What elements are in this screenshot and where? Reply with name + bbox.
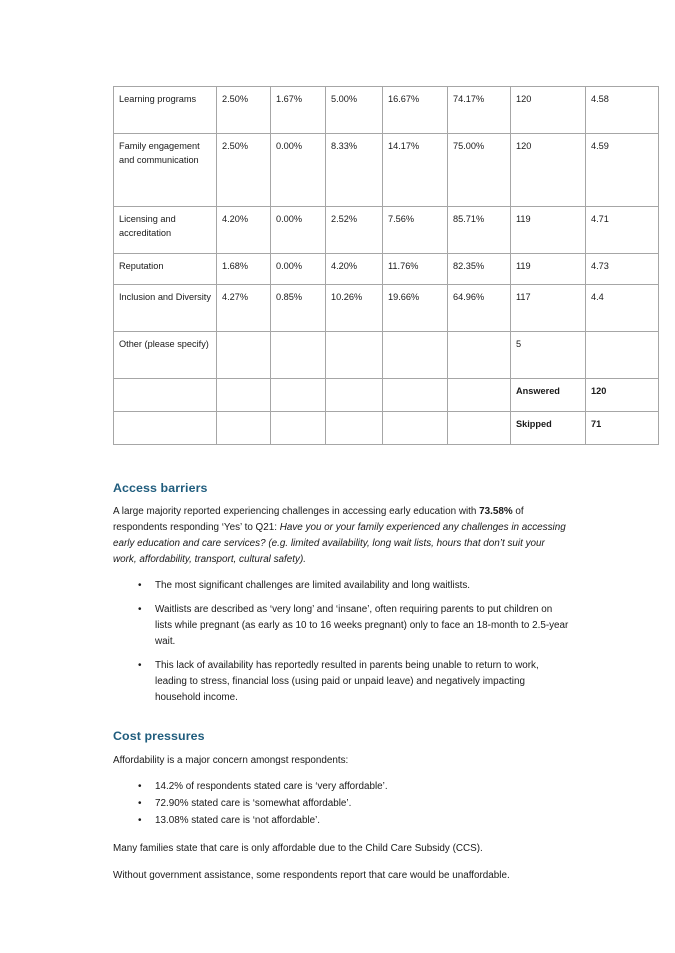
summary-label-answered: Answered	[511, 379, 586, 412]
cost-pressures-assistance-paragraph: Without government assistance, some respondents report that care would be unaffordable.	[113, 869, 510, 881]
table-cell-pct5	[448, 332, 511, 379]
table-cell-factor: Family engagement and communication	[114, 134, 217, 207]
summary-label-skipped: Skipped	[511, 412, 586, 445]
table-cell-pct3: 5.00%	[326, 87, 383, 134]
table-cell-average: 4.59	[586, 134, 659, 207]
table-cell-average: 4.71	[586, 207, 659, 254]
table-cell-empty	[383, 412, 448, 445]
table-cell-empty	[114, 412, 217, 445]
table-cell-empty	[114, 379, 217, 412]
survey-results-table	[113, 86, 659, 445]
table-cell-empty	[271, 412, 326, 445]
list-item: • Waitlists are described as ‘very long’ and ‘insane’, often requiring parents to put children on lists while pregnant (as early as 10 to 16 weeks pregnant) only to face an 18-month to 2.5-year wait.	[113, 602, 571, 650]
table-cell-pct3: 2.52%	[326, 207, 383, 254]
table-cell-pct2: 0.00%	[271, 207, 326, 254]
access-barriers-intro-paragraph	[113, 504, 571, 568]
page-content	[113, 86, 609, 884]
section-heading-cost-pressures: Cost pressures	[113, 728, 205, 743]
table-cell-factor: Learning programs	[114, 87, 217, 134]
table-cell-pct1: 4.27%	[217, 285, 271, 332]
table-row	[114, 254, 659, 285]
table-cell-pct2	[271, 332, 326, 379]
table-cell-pct4	[383, 332, 448, 379]
table-cell-pct5: 82.35%	[448, 254, 511, 285]
table-cell-pct2: 0.00%	[271, 254, 326, 285]
intro-question-text: Have you or your family experienced any challenges in accessing early education and care services? (e.g. limited availability, long wait lists, hours that don’t suit your work, affordability, transport, cultural safety).	[113, 522, 566, 566]
table-cell-average	[586, 332, 659, 379]
table-cell-pct4: 11.76%	[383, 254, 448, 285]
list-item: • This lack of availability has reportedly resulted in parents being unable to return to work, leading to stress, financial loss (using paid or unpaid leave) and negatively impacting household income.	[113, 658, 571, 706]
list-item: • 14.2% of respondents stated care is ‘very affordable’.	[113, 779, 571, 795]
table-cell-pct4: 19.66%	[383, 285, 448, 332]
table-cell-pct1: 4.20%	[217, 207, 271, 254]
table-cell-empty	[448, 412, 511, 445]
table-cell-pct5: 85.71%	[448, 207, 511, 254]
list-item: • 72.90% stated care is ‘somewhat affordable’.	[113, 796, 571, 812]
table-cell-empty	[217, 412, 271, 445]
table-row	[114, 332, 659, 379]
summary-value-answered: 120	[586, 379, 659, 412]
table-row	[114, 285, 659, 332]
table-row-answered	[114, 379, 659, 412]
table-cell-responses: 117	[511, 285, 586, 332]
cost-pressures-bullet-list	[113, 779, 571, 829]
table-cell-factor: Reputation	[114, 254, 217, 285]
table-cell-empty	[217, 379, 271, 412]
table-cell-pct3: 4.20%	[326, 254, 383, 285]
table-cell-pct2: 0.85%	[271, 285, 326, 332]
table-cell-empty	[326, 379, 383, 412]
summary-value-skipped: 71	[586, 412, 659, 445]
table-cell-responses: 119	[511, 207, 586, 254]
table-cell-responses: 119	[511, 254, 586, 285]
table-cell-pct4: 14.17%	[383, 134, 448, 207]
table-cell-pct1	[217, 332, 271, 379]
table-cell-factor: Licensing and accreditation	[114, 207, 217, 254]
section-heading-access-barriers: Access barriers	[113, 481, 208, 495]
list-item: • The most significant challenges are limited availability and long waitlists.	[113, 578, 571, 594]
table-row	[114, 207, 659, 254]
intro-statistic: 73.58%	[479, 506, 513, 517]
table-cell-average: 4.58	[586, 87, 659, 134]
table-cell-pct4: 16.67%	[383, 87, 448, 134]
table-cell-factor: Inclusion and Diversity	[114, 285, 217, 332]
table-cell-average: 4.73	[586, 254, 659, 285]
table-cell-pct1: 2.50%	[217, 87, 271, 134]
table-cell-empty	[383, 379, 448, 412]
table-cell-average: 4.4	[586, 285, 659, 332]
access-barriers-bullet-list	[113, 578, 571, 706]
intro-text-part2: of respondents responding ‘Yes’ to Q21:	[113, 506, 524, 534]
table-cell-pct5: 74.17%	[448, 87, 511, 134]
table-cell-responses: 5	[511, 332, 586, 379]
table-cell-pct5: 75.00%	[448, 134, 511, 207]
table-cell-pct3: 10.26%	[326, 285, 383, 332]
table-row	[114, 87, 659, 134]
table-cell-pct1: 1.68%	[217, 254, 271, 285]
table-cell-pct1: 2.50%	[217, 134, 271, 207]
table-body	[114, 87, 659, 445]
table-cell-pct3: 8.33%	[326, 134, 383, 207]
table-cell-empty	[448, 379, 511, 412]
cost-pressures-ccs-paragraph: Many families state that care is only affordable due to the Child Care Subsidy (CCS).	[113, 842, 483, 854]
cost-pressures-intro-paragraph: Affordability is a major concern amongst respondents:	[113, 754, 349, 766]
table-cell-pct4: 7.56%	[383, 207, 448, 254]
table-cell-pct2: 0.00%	[271, 134, 326, 207]
table-cell-empty	[326, 412, 383, 445]
table-cell-pct3	[326, 332, 383, 379]
table-cell-responses: 120	[511, 87, 586, 134]
table-cell-pct2: 1.67%	[271, 87, 326, 134]
table-cell-factor: Other (please specify)	[114, 332, 217, 379]
table-row-skipped	[114, 412, 659, 445]
table-cell-empty	[271, 379, 326, 412]
table-cell-pct5: 64.96%	[448, 285, 511, 332]
intro-text-part1: A large majority reported experiencing challenges in accessing early education with	[113, 506, 480, 517]
table-cell-responses: 120	[511, 134, 586, 207]
table-row	[114, 134, 659, 207]
list-item: • 13.08% stated care is ‘not affordable’.	[113, 813, 571, 829]
